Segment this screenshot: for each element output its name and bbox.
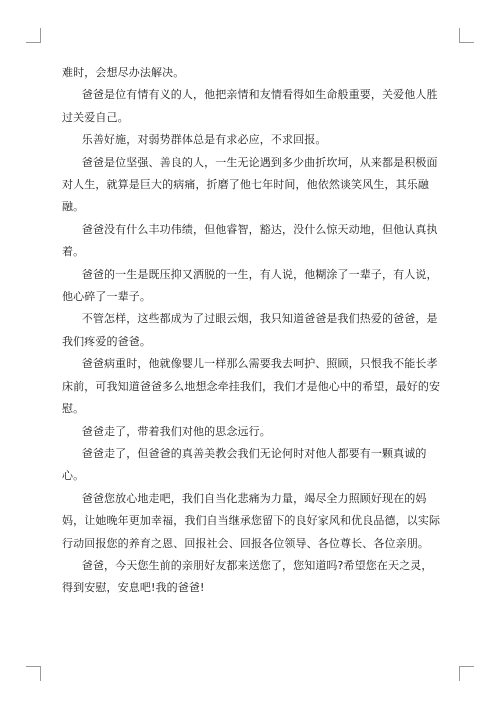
crop-mark-bottom-right	[459, 666, 474, 681]
paragraph: 爸爸是位有情有义的人，他把亲情和友情看得如生命般重要，关爱他人胜过关爱自己。	[62, 88, 438, 124]
paragraph: 爸爸是位坚强、善良的人，一生无论遇到多少曲折坎坷，从来都是积极面对人生，就算是巨大的病痛，折磨了他七年时间，他依然谈笑风生，其乐融融。	[62, 155, 438, 214]
paragraph: 不管怎样，这些都成为了过眼云烟，我只知道爸爸是我们热爱的爸爸，是我们疼爱的爸爸。	[62, 312, 438, 348]
paragraph: 爸爸您放心地走吧，我们自当化悲痛为力量，竭尽全力照顾好现在的妈妈，让她晚年更加幸福，我们自当继承您留下的良好家风和优良品德，以实际行动回报您的养育之恩、回报社会、回报各位领导、各位尊长、各位亲朋。	[62, 491, 441, 550]
paragraph: 乐善好施，对弱势群体总是有求必应，不求回报。	[81, 133, 327, 147]
paragraph: 爸爸走了，带着我们对他的思念远行。	[81, 424, 271, 438]
paragraph: 爸爸的一生是既压抑又洒脱的一生，有人说，他糊涂了一辈子，有人说，他心碎了一辈子。	[62, 267, 438, 304]
crop-mark-bottom-left	[26, 666, 41, 681]
paragraph: 爸爸病重时，他就像婴儿一样那么需要我去呵护、照顾，只恨我不能长孝床前，可我知道爸爸多么地想念牵挂我们，我们才是他心中的希望，最好的安慰。	[62, 357, 441, 416]
paragraph-continued: 难时，会想尽办法解决。	[62, 66, 185, 79]
crop-mark-top-left	[26, 28, 41, 43]
document-body	[62, 62, 442, 600]
paragraph: 爸爸没有什么丰功伟绩，但他睿智，豁达，没什么惊天动地，但他认真执着。	[62, 222, 438, 259]
paragraph: 爸爸，今天您生前的亲朋好友都来送您了，您知道吗?希望您在天之灵，得到安慰，安息吧!我的爸爸!	[62, 558, 433, 595]
crop-mark-top-right	[459, 28, 474, 43]
paragraph: 爸爸走了，但爸爸的真善美教会我们无论何时对他人都要有一颗真诚的心。	[62, 446, 427, 483]
